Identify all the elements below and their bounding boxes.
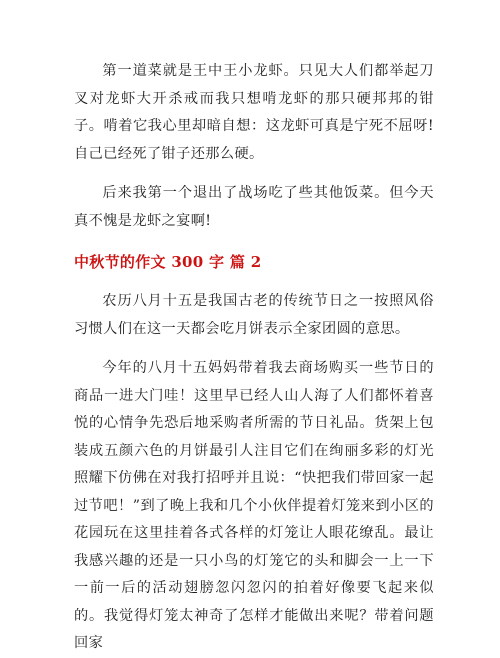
paragraph-shopping-lanterns: 今年的八月十五妈妈带着我去商场购买一些节日的商品一进大门哇！这里早已经人山人海了人们都怀着喜悦的心情争先恐后地采购者所需的节日礼品。货架上包装成五颜六色的月饼最引人注目它们在绚丽多彩的灯光照耀下仿佛在对我打招呼并且说：“快把我们带回家一起过节吧！”到了晚上我和几个小伙伴提着灯笼来到小区的花园玩在这里挂着各式各样的灯笼让人眼花缭乱。最让我感兴趣的还是一只小鸟的灯笼它的头和脚会一上一下一前一后的活动翅膀忽闪忽闪的拍着好像要飞起来似的。我觉得灯笼太神奇了怎样才能做出来呢？带着问题回家 <box>74 360 434 651</box>
paragraph-lobster-dish: 第一道菜就是王中王小龙虾。只见大人们都举起刀叉对龙虾大开杀戒而我只想啃龙虾的那只硬邦邦的钳子。啃着它我心里却暗自想：这龙虾可真是宁死不屈呀!自己已经死了钳子还那么硬。 <box>74 63 434 162</box>
paragraph-lobster-feast: 后来我第一个退出了战场吃了些其他饭菜。但今天真不愧是龙虾之宴啊! <box>74 185 434 229</box>
section-heading: 中秋节的作文 300 字 篇 2 <box>74 253 262 271</box>
article-body <box>74 58 434 658</box>
paragraph-festival-intro: 农历八月十五是我国古老的传统节日之一按照风俗习惯人们在这一天都会吃月饼表示全家团圆的意思。 <box>74 293 434 337</box>
